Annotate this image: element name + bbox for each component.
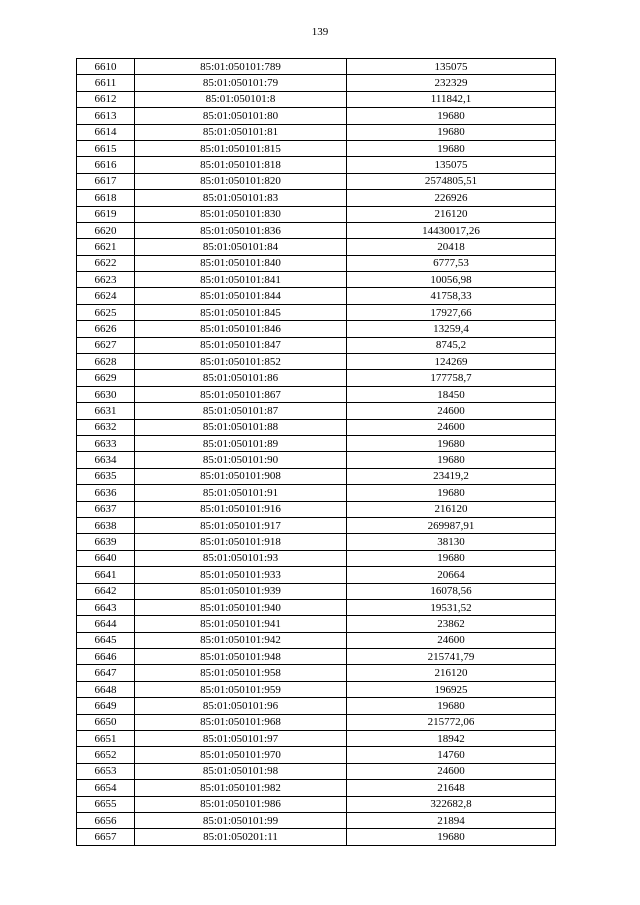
value-cell: 19680 <box>347 452 556 468</box>
cadastral-number-cell: 85:01:050101:97 <box>135 731 347 747</box>
table-row <box>77 173 556 189</box>
cadastral-number-cell: 85:01:050101:942 <box>135 632 347 648</box>
table-row <box>77 681 556 697</box>
row-number-cell: 6640 <box>77 550 135 566</box>
value-cell: 23419,2 <box>347 468 556 484</box>
row-number-cell: 6652 <box>77 747 135 763</box>
table-row <box>77 468 556 484</box>
value-cell: 19531,52 <box>347 599 556 615</box>
value-cell: 24600 <box>347 419 556 435</box>
value-cell: 6777,53 <box>347 255 556 271</box>
value-cell: 135075 <box>347 59 556 75</box>
table-row <box>77 501 556 517</box>
row-number-cell: 6616 <box>77 157 135 173</box>
row-number-cell: 6621 <box>77 239 135 255</box>
row-number-cell: 6644 <box>77 616 135 632</box>
cadastral-number-cell: 85:01:050101:959 <box>135 681 347 697</box>
value-cell: 216120 <box>347 501 556 517</box>
row-number-cell: 6656 <box>77 812 135 828</box>
cadastral-number-cell: 85:01:050101:91 <box>135 485 347 501</box>
page-number: 139 <box>311 26 329 38</box>
row-number-cell: 6617 <box>77 173 135 189</box>
cadastral-number-cell: 85:01:050101:867 <box>135 386 347 402</box>
value-cell: 24600 <box>347 403 556 419</box>
table-row <box>77 550 556 566</box>
row-number-cell: 6653 <box>77 763 135 779</box>
cadastral-number-cell: 85:01:050101:81 <box>135 124 347 140</box>
cadastral-number-cell: 85:01:050101:948 <box>135 649 347 665</box>
table-row <box>77 435 556 451</box>
value-cell: 19680 <box>347 124 556 140</box>
table-row <box>77 567 556 583</box>
row-number-cell: 6636 <box>77 485 135 501</box>
cadastral-number-cell: 85:01:050101:90 <box>135 452 347 468</box>
table-row <box>77 190 556 206</box>
value-cell: 21648 <box>347 780 556 796</box>
row-number-cell: 6631 <box>77 403 135 419</box>
row-number-cell: 6614 <box>77 124 135 140</box>
value-cell: 124269 <box>347 354 556 370</box>
row-number-cell: 6643 <box>77 599 135 615</box>
cadastral-number-cell: 85:01:050101:933 <box>135 567 347 583</box>
value-cell: 269987,91 <box>347 517 556 533</box>
cadastral-number-cell: 85:01:050101:908 <box>135 468 347 484</box>
row-number-cell: 6638 <box>77 517 135 533</box>
value-cell: 38130 <box>347 534 556 550</box>
row-number-cell: 6613 <box>77 108 135 124</box>
cadastral-number-cell: 85:01:050101:940 <box>135 599 347 615</box>
value-cell: 215741,79 <box>347 649 556 665</box>
row-number-cell: 6612 <box>77 91 135 107</box>
value-cell: 24600 <box>347 632 556 648</box>
table-row <box>77 272 556 288</box>
table-row <box>77 239 556 255</box>
row-number-cell: 6654 <box>77 780 135 796</box>
value-cell: 20418 <box>347 239 556 255</box>
table-row <box>77 124 556 140</box>
cadastral-number-cell: 85:01:050101:847 <box>135 337 347 353</box>
value-cell: 18942 <box>347 731 556 747</box>
cadastral-number-cell: 85:01:050101:841 <box>135 272 347 288</box>
row-number-cell: 6628 <box>77 354 135 370</box>
table-row <box>77 75 556 91</box>
table-row <box>77 222 556 238</box>
value-cell: 19680 <box>347 140 556 156</box>
value-cell: 19680 <box>347 108 556 124</box>
table-row <box>77 829 556 845</box>
table-row <box>77 386 556 402</box>
value-cell: 13259,4 <box>347 321 556 337</box>
cadastral-number-cell: 85:01:050101:86 <box>135 370 347 386</box>
cadastral-number-cell: 85:01:050101:982 <box>135 780 347 796</box>
table-row <box>77 419 556 435</box>
table-row <box>77 403 556 419</box>
value-cell: 41758,33 <box>347 288 556 304</box>
table-row <box>77 649 556 665</box>
table-row <box>77 780 556 796</box>
value-cell: 21894 <box>347 812 556 828</box>
cadastral-number-cell: 85:01:050101:88 <box>135 419 347 435</box>
value-cell: 232329 <box>347 75 556 91</box>
table-row <box>77 731 556 747</box>
cadastral-number-cell: 85:01:050101:986 <box>135 796 347 812</box>
table-row <box>77 354 556 370</box>
table-row <box>77 370 556 386</box>
value-cell: 14760 <box>347 747 556 763</box>
value-cell: 216120 <box>347 665 556 681</box>
table-row <box>77 665 556 681</box>
cadastral-number-cell: 85:01:050101:840 <box>135 255 347 271</box>
value-cell: 2574805,51 <box>347 173 556 189</box>
row-number-cell: 6622 <box>77 255 135 271</box>
value-cell: 19680 <box>347 829 556 845</box>
row-number-cell: 6632 <box>77 419 135 435</box>
row-number-cell: 6630 <box>77 386 135 402</box>
value-cell: 24600 <box>347 763 556 779</box>
value-cell: 10056,98 <box>347 272 556 288</box>
row-number-cell: 6615 <box>77 140 135 156</box>
value-cell: 135075 <box>347 157 556 173</box>
table-row <box>77 747 556 763</box>
cadastral-number-cell: 85:01:050101:852 <box>135 354 347 370</box>
value-cell: 18450 <box>347 386 556 402</box>
row-number-cell: 6634 <box>77 452 135 468</box>
row-number-cell: 6657 <box>77 829 135 845</box>
row-number-cell: 6649 <box>77 698 135 714</box>
cadastral-number-cell: 85:01:050101:916 <box>135 501 347 517</box>
value-cell: 23862 <box>347 616 556 632</box>
value-cell: 215772,06 <box>347 714 556 730</box>
table-row <box>77 304 556 320</box>
value-cell: 19680 <box>347 435 556 451</box>
cadastral-number-cell: 85:01:050101:917 <box>135 517 347 533</box>
cadastral-number-cell: 85:01:050101:918 <box>135 534 347 550</box>
table-row <box>77 288 556 304</box>
row-number-cell: 6645 <box>77 632 135 648</box>
cadastral-number-cell: 85:01:050101:8 <box>135 91 347 107</box>
row-number-cell: 6639 <box>77 534 135 550</box>
table-row <box>77 796 556 812</box>
table-row <box>77 157 556 173</box>
cadastral-number-cell: 85:01:050101:820 <box>135 173 347 189</box>
cadastral-number-cell: 85:01:050101:99 <box>135 812 347 828</box>
value-cell: 226926 <box>347 190 556 206</box>
value-cell: 19680 <box>347 550 556 566</box>
cadastral-number-cell: 85:01:050101:939 <box>135 583 347 599</box>
value-cell: 177758,7 <box>347 370 556 386</box>
row-number-cell: 6625 <box>77 304 135 320</box>
cadastral-number-cell: 85:01:050101:98 <box>135 763 347 779</box>
row-number-cell: 6633 <box>77 435 135 451</box>
cadastral-number-cell: 85:01:050101:941 <box>135 616 347 632</box>
table-row <box>77 321 556 337</box>
table-row <box>77 452 556 468</box>
cadastral-number-cell: 85:01:050101:93 <box>135 550 347 566</box>
cadastral-number-cell: 85:01:050201:11 <box>135 829 347 845</box>
table-row <box>77 255 556 271</box>
value-cell: 19680 <box>347 698 556 714</box>
table-row <box>77 206 556 222</box>
row-number-cell: 6651 <box>77 731 135 747</box>
cadastral-number-cell: 85:01:050101:815 <box>135 140 347 156</box>
row-number-cell: 6610 <box>77 59 135 75</box>
row-number-cell: 6611 <box>77 75 135 91</box>
table-row <box>77 91 556 107</box>
cadastral-number-cell: 85:01:050101:89 <box>135 435 347 451</box>
row-number-cell: 6624 <box>77 288 135 304</box>
cadastral-number-cell: 85:01:050101:830 <box>135 206 347 222</box>
cadastral-number-cell: 85:01:050101:968 <box>135 714 347 730</box>
table-row <box>77 337 556 353</box>
table-row <box>77 59 556 75</box>
table-row <box>77 812 556 828</box>
table-row <box>77 140 556 156</box>
row-number-cell: 6623 <box>77 272 135 288</box>
cadastral-number-cell: 85:01:050101:818 <box>135 157 347 173</box>
value-cell: 20664 <box>347 567 556 583</box>
cadastral-number-cell: 85:01:050101:836 <box>135 222 347 238</box>
row-number-cell: 6655 <box>77 796 135 812</box>
cadastral-number-cell: 85:01:050101:80 <box>135 108 347 124</box>
table-row <box>77 698 556 714</box>
cadastral-number-cell: 85:01:050101:970 <box>135 747 347 763</box>
table-row <box>77 616 556 632</box>
row-number-cell: 6619 <box>77 206 135 222</box>
table-row <box>77 632 556 648</box>
row-number-cell: 6626 <box>77 321 135 337</box>
row-number-cell: 6646 <box>77 649 135 665</box>
row-number-cell: 6620 <box>77 222 135 238</box>
cadastral-number-cell: 85:01:050101:87 <box>135 403 347 419</box>
row-number-cell: 6618 <box>77 190 135 206</box>
value-cell: 111842,1 <box>347 91 556 107</box>
row-number-cell: 6647 <box>77 665 135 681</box>
value-cell: 216120 <box>347 206 556 222</box>
cadastral-number-cell: 85:01:050101:84 <box>135 239 347 255</box>
cadastral-number-cell: 85:01:050101:958 <box>135 665 347 681</box>
value-cell: 16078,56 <box>347 583 556 599</box>
table-row <box>77 583 556 599</box>
row-number-cell: 6648 <box>77 681 135 697</box>
cadastral-number-cell: 85:01:050101:789 <box>135 59 347 75</box>
cadastral-table <box>76 58 556 846</box>
value-cell: 322682,8 <box>347 796 556 812</box>
row-number-cell: 6641 <box>77 567 135 583</box>
table-row <box>77 763 556 779</box>
table-row <box>77 108 556 124</box>
cadastral-number-cell: 85:01:050101:846 <box>135 321 347 337</box>
cadastral-number-cell: 85:01:050101:83 <box>135 190 347 206</box>
value-cell: 17927,66 <box>347 304 556 320</box>
row-number-cell: 6650 <box>77 714 135 730</box>
value-cell: 196925 <box>347 681 556 697</box>
cadastral-number-cell: 85:01:050101:79 <box>135 75 347 91</box>
row-number-cell: 6627 <box>77 337 135 353</box>
table-body <box>77 59 556 846</box>
cadastral-number-cell: 85:01:050101:845 <box>135 304 347 320</box>
row-number-cell: 6642 <box>77 583 135 599</box>
cadastral-number-cell: 85:01:050101:96 <box>135 698 347 714</box>
table-row <box>77 517 556 533</box>
cadastral-number-cell: 85:01:050101:844 <box>135 288 347 304</box>
row-number-cell: 6635 <box>77 468 135 484</box>
table-row <box>77 485 556 501</box>
row-number-cell: 6637 <box>77 501 135 517</box>
table-row <box>77 599 556 615</box>
table-row <box>77 534 556 550</box>
row-number-cell: 6629 <box>77 370 135 386</box>
value-cell: 14430017,26 <box>347 222 556 238</box>
table-row <box>77 714 556 730</box>
value-cell: 19680 <box>347 485 556 501</box>
value-cell: 8745,2 <box>347 337 556 353</box>
